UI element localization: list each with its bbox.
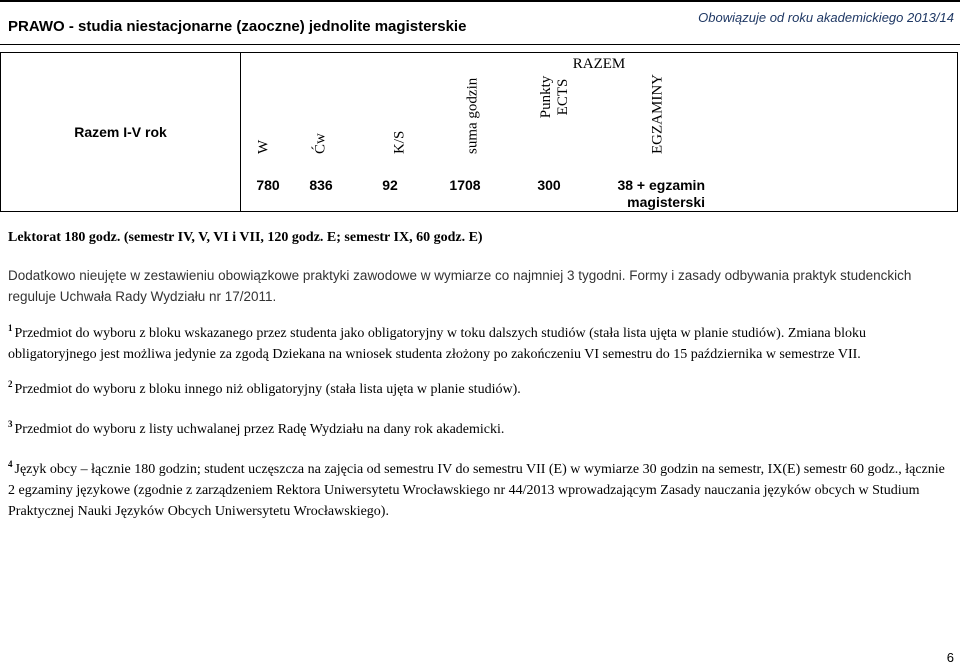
validity-note: Obowiązuje od roku akademickiego 2013/14 [698,10,954,25]
footnote-mark: 1 [8,323,13,333]
value-cw: 836 [309,177,333,193]
col-header-cw: Ćw [312,133,329,154]
col-header-ects: Punkty ECTS [538,75,571,119]
value-ks: 92 [382,177,398,193]
lektorat-note: Lektorat 180 godz. (semestr IV, V, VI i VII, 120 godz. E; semestr IX, 60 godz. E) [8,230,483,245]
footnote-mark: 2 [8,379,13,389]
footnote-2 [8,374,953,400]
col-header-ks: K/S [391,130,408,154]
header-rule [0,44,960,45]
footnote-text: Przedmiot do wyboru z bloku wskazanego przez studenta jako obligatoryjny w toku dalszych studiów (stała lista ujęta w planie studiów). Zmiana bloku obligatoryjnego jest możliwa jedynie za zgodą Dziekana na wniosek studenta złożony po zakończeniu VI semestru do 15 października w semestrze VII. [8,326,866,362]
col-header-egzaminy: EGZAMINY [649,74,666,154]
values-row [241,175,958,212]
praktyki-note: Dodatkowo nieujęte w zestawieniu obowiązkowe praktyki zawodowe w wymiarze co najmniej 3 tygodni. Formy i zasady odbywania praktyk studenckich reguluje Uchwała Rady Wydziału nr 17/2011. [8,268,912,304]
footnote-text: Przedmiot do wyboru z bloku innego niż obligatoryjny (stała lista ujęta w planie studiów). [14,382,521,397]
group-header: RAZEM [241,53,958,76]
value-suma: 1708 [449,177,481,193]
footnote-mark: 4 [8,459,13,469]
column-headers [241,75,958,175]
row-label: Razem I-V rok [1,53,241,212]
col-header-suma: suma godzin [464,77,481,154]
summary-table [0,52,958,212]
footnote-3 [8,414,953,440]
footnote-1 [8,318,953,365]
top-border [0,0,960,2]
col-header-w: W [255,139,272,154]
page-title: PRAWO - studia niestacjonarne (zaoczne) jednolite magisterskie [8,18,467,35]
footnote-text: Język obcy – łącznie 180 godzin; student uczęszcza na zajęcia od semestru IV do semestru VII (E) w wymiarze 30 godzin na semestr, IX(E) semestr 60 godz., łącznie 2 egzaminy językowe (zgodnie z zarządzeniem Rektora Uniwersytetu Wrocławskiego nr 44/2013 wprowadzającym Zasady nauczania języków obcych w Studium Praktycznej Nauki Języków Obcych Uniwersytetu Wrocławskiego). [8,462,945,519]
footnote-4 [8,454,953,522]
value-ects: 300 [537,177,561,193]
value-egzaminy: 38 + egzamin magisterski [617,177,705,210]
value-w: 780 [256,177,280,193]
footnote-mark: 3 [8,419,13,429]
footnote-text: Przedmiot do wyboru z listy uchwalanej przez Radę Wydziału na dany rok akademicki. [14,422,505,437]
page-number: 6 [946,650,954,665]
